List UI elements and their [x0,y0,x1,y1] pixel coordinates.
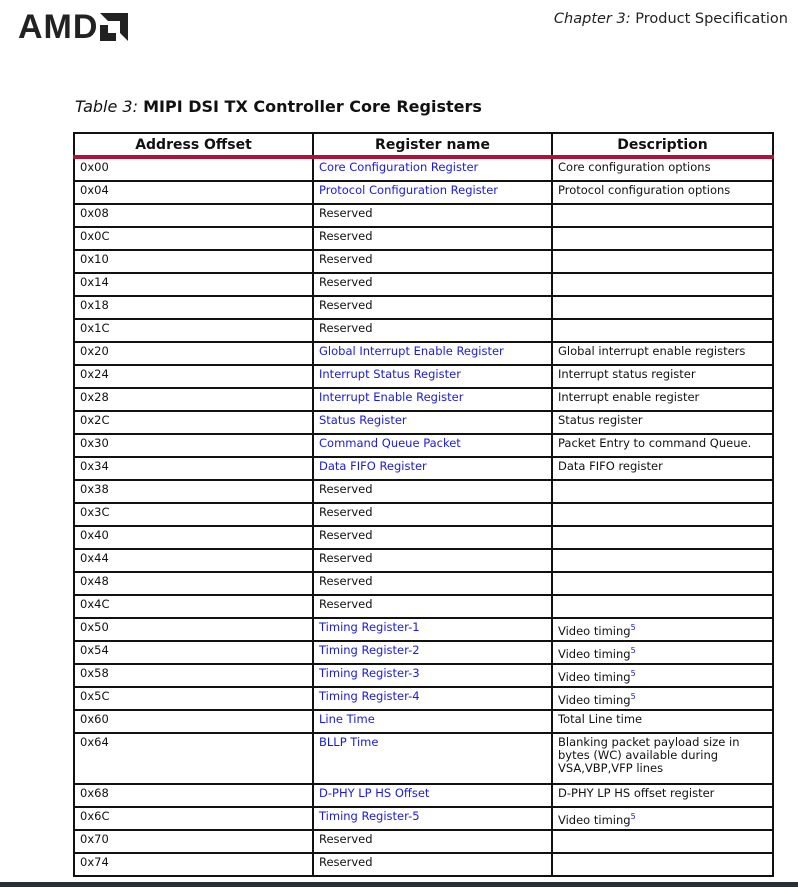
table-row [74,457,773,480]
name-cell [313,342,552,365]
register-link[interactable]: Core Configuration Register [319,160,479,174]
register-link[interactable]: Timing Register-4 [319,689,420,703]
header-register-name: Register name [313,133,552,157]
table-row [74,618,773,641]
register-name: Reserved [319,252,373,266]
name-cell [313,250,552,273]
description-cell [552,526,773,549]
name-cell [313,572,552,595]
name-cell [313,388,552,411]
description-text: Video timing [558,812,631,827]
description-text: Interrupt status register [558,367,696,381]
name-cell [313,641,552,664]
offset-cell: 0x44 [74,549,313,572]
name-cell [313,480,552,503]
offset-cell: 0x50 [74,618,313,641]
name-cell [313,319,552,342]
name-cell [313,784,552,807]
footnote-ref[interactable]: 5 [630,692,636,701]
name-cell [313,365,552,388]
register-link[interactable]: Protocol Configuration Register [319,183,498,197]
offset-cell: 0x30 [74,434,313,457]
register-link[interactable]: Timing Register-2 [319,643,420,657]
description-text: Video timing [558,669,631,684]
description-text: Protocol configuration options [558,183,731,197]
register-name: Reserved [319,229,373,243]
offset-cell: 0x60 [74,710,313,733]
offset-cell: 0x24 [74,365,313,388]
description-cell [552,733,773,784]
table-row [74,687,773,710]
name-cell [313,204,552,227]
offset-cell: 0x0C [74,227,313,250]
header-address-offset: Address Offset [74,133,313,157]
name-cell [313,411,552,434]
amd-logo [18,10,128,44]
register-name: Reserved [319,206,373,220]
name-cell [313,157,552,181]
description-cell [552,181,773,204]
name-cell [313,618,552,641]
register-name: Reserved [319,574,373,588]
description-cell [552,296,773,319]
table-row [74,572,773,595]
description-cell [552,227,773,250]
table-row [74,157,773,181]
description-cell [552,250,773,273]
description-text: D-PHY LP HS offset register [558,786,715,800]
register-link[interactable]: Line Time [319,712,375,726]
table-row [74,296,773,319]
register-link[interactable]: Command Queue Packet [319,436,461,450]
offset-cell: 0x6C [74,807,313,830]
register-name: Reserved [319,482,373,496]
table-row [74,733,773,784]
description-text: Video timing [558,646,631,661]
table-row [74,830,773,853]
description-cell [552,503,773,526]
description-cell [552,365,773,388]
chapter-heading [554,11,788,27]
table-row [74,365,773,388]
table-row [74,641,773,664]
register-name: Reserved [319,597,373,611]
footnote-ref[interactable]: 5 [630,646,636,655]
header-description: Description [552,133,773,157]
offset-cell: 0x08 [74,204,313,227]
description-cell [552,411,773,434]
name-cell [313,710,552,733]
amd-arrow-icon [100,13,128,41]
table-row [74,853,773,876]
caption-title: MIPI DSI TX Controller Core Registers [143,97,482,116]
register-name: Reserved [319,832,373,846]
table-row [74,204,773,227]
offset-cell: 0x04 [74,181,313,204]
table-caption [75,97,482,116]
description-cell [552,388,773,411]
table-row [74,388,773,411]
offset-cell: 0x40 [74,526,313,549]
table-row [74,411,773,434]
register-link[interactable]: Interrupt Enable Register [319,390,464,404]
description-cell [552,549,773,572]
table-row [74,319,773,342]
footnote-ref[interactable]: 5 [630,812,636,821]
name-cell [313,733,552,784]
name-cell [313,664,552,687]
description-text: Blanking packet payload size in bytes (WC) available during VSA,VBP,VFP lines [558,735,740,775]
description-cell [552,480,773,503]
description-cell [552,618,773,641]
bottom-bar [0,882,798,887]
description-text: Status register [558,413,643,427]
table-row [74,250,773,273]
register-name: Reserved [319,321,373,335]
name-cell [313,549,552,572]
name-cell [313,457,552,480]
name-cell [313,273,552,296]
offset-cell: 0x10 [74,250,313,273]
table-row [74,273,773,296]
register-name: Reserved [319,298,373,312]
register-link[interactable]: Timing Register-3 [319,666,420,680]
table-row [74,710,773,733]
description-text: Video timing [558,692,631,707]
register-link[interactable]: D-PHY LP HS Offset [319,786,430,800]
description-cell [552,319,773,342]
description-cell [552,342,773,365]
offset-cell: 0x74 [74,853,313,876]
description-cell [552,457,773,480]
description-cell [552,784,773,807]
description-cell [552,572,773,595]
description-cell [552,830,773,853]
table-header-row [74,133,773,157]
description-cell [552,710,773,733]
description-cell [552,664,773,687]
offset-cell: 0x38 [74,480,313,503]
table-row [74,227,773,250]
name-cell [313,595,552,618]
offset-cell: 0x28 [74,388,313,411]
offset-cell: 0x68 [74,784,313,807]
register-link[interactable]: Global Interrupt Enable Register [319,344,504,358]
description-text: Data FIFO register [558,459,663,473]
name-cell [313,807,552,830]
offset-cell: 0x18 [74,296,313,319]
offset-cell: 0x1C [74,319,313,342]
table-row [74,595,773,618]
offset-cell: 0x34 [74,457,313,480]
name-cell [313,687,552,710]
register-link[interactable]: Timing Register-1 [319,620,420,634]
name-cell [313,526,552,549]
offset-cell: 0x64 [74,733,313,784]
register-name: Reserved [319,528,373,542]
register-link[interactable]: Status Register [319,413,407,427]
register-name: Reserved [319,551,373,565]
table-row [74,181,773,204]
table-row [74,664,773,687]
register-link[interactable]: BLLP Time [319,735,379,749]
description-cell [552,687,773,710]
name-cell [313,434,552,457]
name-cell [313,503,552,526]
description-cell [552,853,773,876]
offset-cell: 0x58 [74,664,313,687]
chapter-title: Product Specification [635,11,788,27]
register-link[interactable]: Interrupt Status Register [319,367,461,381]
name-cell [313,853,552,876]
register-link[interactable]: Data FIFO Register [319,459,427,473]
register-table [73,132,774,877]
logo-text: AMD [18,8,99,46]
chapter-label: Chapter 3: [553,11,631,27]
offset-cell: 0x2C [74,411,313,434]
description-text: Core configuration options [558,160,711,174]
offset-cell: 0x48 [74,572,313,595]
offset-cell: 0x00 [74,157,313,181]
offset-cell: 0x14 [74,273,313,296]
offset-cell: 0x70 [74,830,313,853]
caption-label: Table 3: [75,97,138,116]
name-cell [313,830,552,853]
table-row [74,480,773,503]
description-text: Global interrupt enable registers [558,344,746,358]
name-cell [313,181,552,204]
offset-cell: 0x3C [74,503,313,526]
description-cell [552,204,773,227]
table-row [74,549,773,572]
footnote-ref[interactable]: 5 [630,669,636,678]
offset-cell: 0x54 [74,641,313,664]
table-row [74,784,773,807]
name-cell [313,227,552,250]
description-cell [552,807,773,830]
description-cell [552,273,773,296]
table-row [74,342,773,365]
footnote-ref[interactable]: 5 [630,623,636,632]
description-cell [552,434,773,457]
name-cell [313,296,552,319]
offset-cell: 0x5C [74,687,313,710]
offset-cell: 0x20 [74,342,313,365]
register-name: Reserved [319,855,373,869]
description-cell [552,157,773,181]
description-cell [552,641,773,664]
description-text: Video timing [558,623,631,638]
register-name: Reserved [319,505,373,519]
description-text: Packet Entry to command Queue. [558,436,752,450]
register-link[interactable]: Timing Register-5 [319,809,420,823]
register-name: Reserved [319,275,373,289]
description-text: Total Line time [558,712,643,726]
table-row [74,503,773,526]
offset-cell: 0x4C [74,595,313,618]
table-row [74,807,773,830]
description-text: Interrupt enable register [558,390,700,404]
description-cell [552,595,773,618]
table-row [74,434,773,457]
table-row [74,526,773,549]
